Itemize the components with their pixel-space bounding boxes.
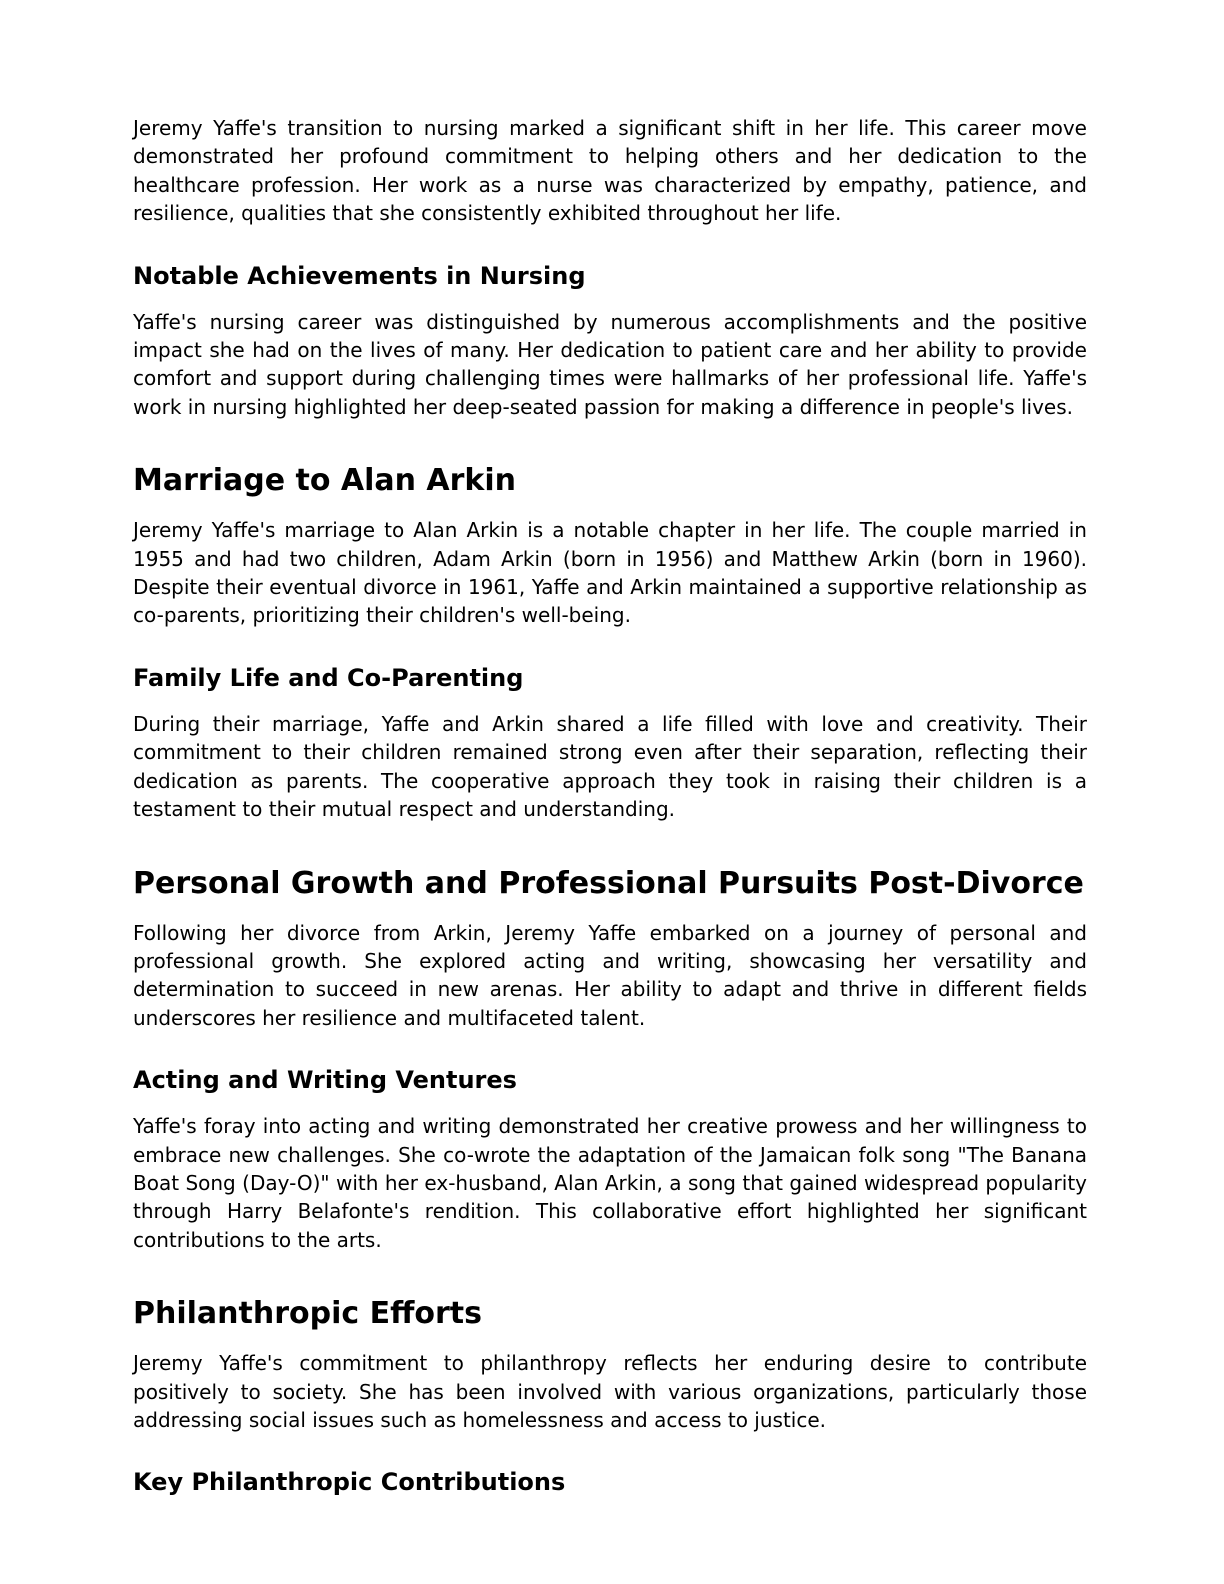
paragraph-nursing-career: Yaffe's nursing career was distinguished by numerous accomplishments and the positive impact she had on the lives of many. Her dedication to patient care and her ability to provide comfort and support during challenging times were hallmarks of her professional life. Yaffe's work in nursing highlighted her deep-seated passion for making a difference in people's lives. xyxy=(133,309,1087,419)
paragraph-marriage-details: Jeremy Yaffe's marriage to Alan Arkin is a notable chapter in her life. The couple married in 1955 and had two children, Adam Arkin (born in 1956) and Matthew Arkin (born in 1960). Despite their eventual divorce in 1961, Yaffe and Arkin maintained a supportive relationship as co-parents, prioritizing their children's well-being. xyxy=(133,518,1087,628)
heading-philanthropic-efforts: Philanthropic Efforts xyxy=(133,1296,482,1332)
heading-key-philanthropic-contributions: Key Philanthropic Contributions xyxy=(133,1468,566,1497)
heading-marriage-alan-arkin: Marriage to Alan Arkin xyxy=(133,463,517,499)
heading-personal-growth-post-divorce: Personal Growth and Professional Pursuits Post-Divorce xyxy=(133,865,1084,901)
heading-notable-achievements-nursing: Notable Achievements in Nursing xyxy=(133,261,586,290)
paragraph-nursing-transition: Jeremy Yaffe's transition to nursing marked a significant shift in her life. This career move demonstrated her profound commitment to helping others and her dedication to the healthcare profession. Her work as a nurse was characterized by empathy, patience, and resilience, qualities that she consistently exhibited throughout her life. xyxy=(133,116,1087,226)
paragraph-philanthropy: Jeremy Yaffe's commitment to philanthropy reflects her enduring desire to contribute positively to society. She has been involved with various organizations, particularly those addressing social issues such as homelessness and access to justice. xyxy=(133,1351,1087,1432)
heading-family-life-coparenting: Family Life and Co-Parenting xyxy=(133,663,524,692)
paragraph-family-life: During their marriage, Yaffe and Arkin shared a life filled with love and creativity. Their commitment to their children remained strong even after their separation, reflecting their dedication as parents. The cooperative approach they took in raising their children is a testament to their mutual respect and understanding. xyxy=(133,711,1087,822)
heading-acting-writing-ventures: Acting and Writing Ventures xyxy=(133,1066,517,1095)
paragraph-acting-writing: Yaffe's foray into acting and writing demonstrated her creative prowess and her willingness to embrace new challenges. She co-wrote the adaptation of the Jamaican folk song "The Banana Boat Song (Day-O)" with her ex-husband, Alan Arkin, a song that gained widespread popularity through Harry Belafonte's rendition. This collaborative effort highlighted her significant contributions to the arts. xyxy=(133,1114,1087,1252)
paragraph-post-divorce-growth: Following her divorce from Arkin, Jeremy Yaffe embarked on a journey of personal and professional growth. She explored acting and writing, showcasing her versatility and determination to succeed in new arenas. Her ability to adapt and thrive in different fields underscores her resilience and multifaceted talent. xyxy=(133,920,1087,1030)
